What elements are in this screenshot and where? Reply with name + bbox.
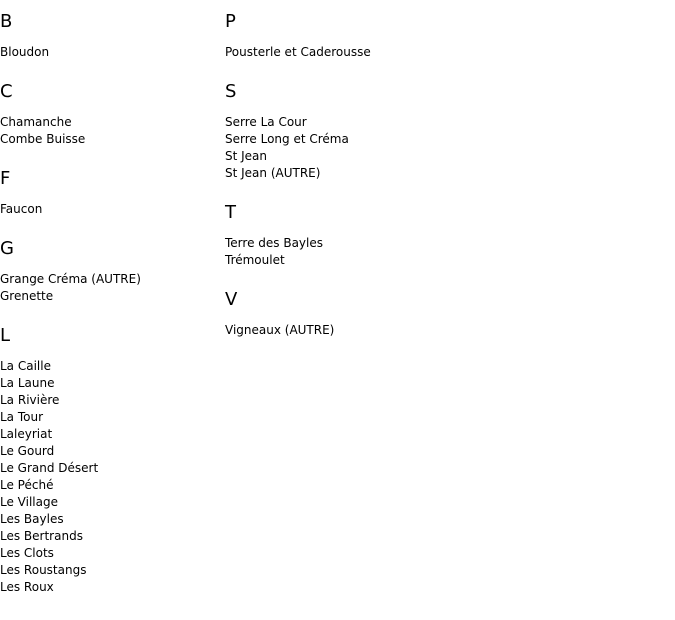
place-link-la-laune[interactable]: La Laune [0, 376, 55, 390]
letter-group-g [0, 238, 220, 305]
place-list [225, 322, 665, 339]
place-link-pousterle-et-caderousse[interactable]: Pousterle et Caderousse [225, 45, 371, 59]
letter-heading: V [225, 289, 238, 310]
letter-group-f [0, 168, 220, 218]
place-link-le-village[interactable]: Le Village [0, 495, 58, 509]
place-link-combe-buisse[interactable]: Combe Buisse [0, 132, 86, 146]
place-link-bloudon[interactable]: Bloudon [0, 45, 50, 59]
place-link-les-clots[interactable]: Les Clots [0, 546, 54, 560]
place-link-st-jean-autre[interactable]: St Jean (AUTRE) [225, 166, 321, 180]
place-link-les-bayles[interactable]: Les Bayles [0, 512, 64, 526]
letter-group-b [0, 11, 220, 61]
letter-group-p [225, 11, 665, 61]
place-link-grange-crema-autre[interactable]: Grange Créma (AUTRE) [0, 272, 141, 286]
place-list [0, 358, 220, 596]
letter-group-s [225, 81, 665, 182]
place-link-les-roux[interactable]: Les Roux [0, 580, 54, 594]
place-list [0, 44, 220, 61]
letter-heading: L [0, 325, 11, 346]
place-link-tremoulet[interactable]: Trémoulet [225, 253, 285, 267]
place-link-serre-la-cour[interactable]: Serre La Cour [225, 115, 307, 129]
place-link-chamanche[interactable]: Chamanche [0, 115, 72, 129]
letter-heading: C [0, 81, 13, 102]
place-list [0, 271, 220, 305]
index-column-right [225, 0, 665, 339]
place-link-les-roustangs[interactable]: Les Roustangs [0, 563, 87, 577]
letter-group-c [0, 81, 220, 148]
place-link-le-grand-desert[interactable]: Le Grand Désert [0, 461, 99, 475]
place-list [225, 44, 665, 61]
letter-group-t [225, 202, 665, 269]
letter-group-v [225, 289, 665, 339]
place-link-le-gourd[interactable]: Le Gourd [0, 444, 55, 458]
place-link-les-bertrands[interactable]: Les Bertrands [0, 529, 83, 543]
letter-heading: P [225, 11, 236, 32]
place-link-la-tour[interactable]: La Tour [0, 410, 44, 424]
place-link-serre-long-et-crema[interactable]: Serre Long et Créma [225, 132, 349, 146]
place-list [225, 235, 665, 269]
letter-heading: B [0, 11, 13, 32]
place-list [0, 201, 220, 218]
place-list [0, 114, 220, 148]
place-link-grenette[interactable]: Grenette [0, 289, 54, 303]
place-link-st-jean[interactable]: St Jean [225, 149, 268, 163]
letter-heading: F [0, 168, 11, 189]
index-column-left [0, 0, 220, 596]
place-link-la-riviere[interactable]: La Rivière [0, 393, 60, 407]
place-list [225, 114, 665, 182]
letter-heading: T [225, 202, 236, 223]
letter-heading: G [0, 238, 14, 259]
letter-group-l [0, 325, 220, 596]
letter-heading: S [225, 81, 237, 102]
place-link-faucon[interactable]: Faucon [0, 202, 43, 216]
place-link-vigneaux-autre[interactable]: Vigneaux (AUTRE) [225, 323, 335, 337]
place-link-la-caille[interactable]: La Caille [0, 359, 51, 373]
place-link-laleyriat[interactable]: Laleyriat [0, 427, 53, 441]
place-link-le-peche[interactable]: Le Péché [0, 478, 54, 492]
place-link-terre-des-bayles[interactable]: Terre des Bayles [225, 236, 323, 250]
